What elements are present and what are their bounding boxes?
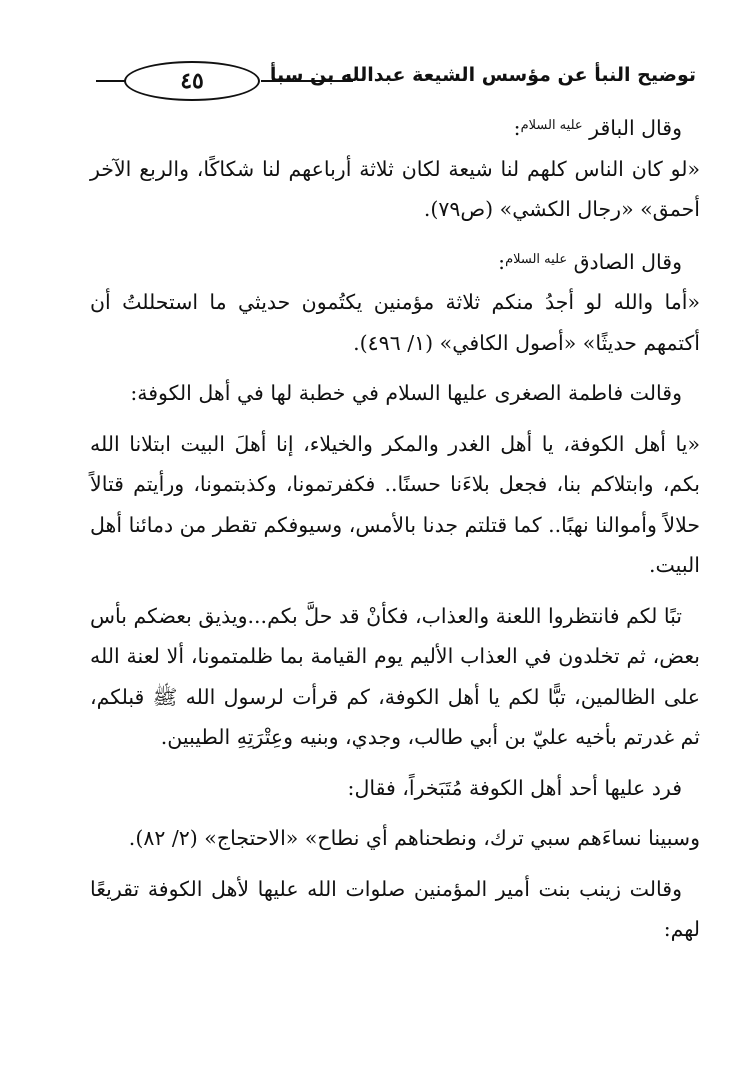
page-header bbox=[96, 52, 696, 110]
quote-fatima-part1: «يا أهل الكوفة، يا أهل الغدر والمكر والخيلاء، إنا أهلَ البيت ابتلانا الله بكم، وابتلاكم بنا، فجعل بلاءَنا حسنًا.. فكفرتمونا، وكذبتمونا، ورأيتم قتالاً حلالاً وأموالنا نهبًا.. كما قتلتم جدنا بالأمس، وسيوفكم تقطر من دمائنا أهل البيت. bbox=[90, 431, 700, 577]
honorific-glyph: عليه السلام bbox=[505, 251, 568, 267]
page-number: ٤٥ bbox=[124, 61, 260, 101]
book-title: توضيح النبأ عن مؤسس الشيعة عبدالله بن سبأ bbox=[269, 64, 696, 86]
paragraph-zaynab-intro: وقالت زينب بنت أمير المؤمنين صلوات الله عليها لأهل الكوفة تقريعًا لهم: bbox=[90, 876, 700, 941]
page-body bbox=[90, 106, 700, 950]
honorific-glyph: عليه السلام bbox=[520, 118, 583, 133]
paragraph-kufan-reply-intro: فرد عليها أحد أهل الكوفة مُتَبَخراً، فقال: bbox=[347, 775, 682, 800]
paragraph-sadiq-intro bbox=[90, 240, 700, 283]
header-rule-left bbox=[96, 80, 126, 82]
paragraph-text: وقال الصادق bbox=[567, 249, 682, 274]
quote-sadiq: «أما والله لو أجدُ منكم ثلاثة مؤمنين يكتُمون حديثي ما استحللتُ أن أكتمهم حديثًا» «أصول الكافي» (١/ ٤٩٦). bbox=[90, 290, 700, 355]
paragraph-baqir-intro bbox=[90, 106, 700, 149]
paragraph-text: وقال الباقر bbox=[582, 116, 682, 140]
quote-kufan-reply: وسبينا نساءَهم سبي ترك، ونطحناهم أي نطاح» «الاحتجاج» (٢/ ٨٢). bbox=[128, 826, 700, 850]
paragraph-fatima-intro: وقالت فاطمة الصغرى عليها السلام في خطبة لها في أهل الكوفة: bbox=[130, 381, 682, 405]
paragraph-punct: : bbox=[498, 249, 506, 274]
quote-fatima-part2: تبًا لكم فانتظروا اللعنة والعذاب، فكأنْ قد حلَّ بكم...ويذيق بعضكم بأس بعض، ثم تخلدون في العذاب الأليم يوم القيامة بما ظلمتمونا، ألا لعنة الله على الظالمين، تبًّا لكم يا أهل الكوفة، كم قرأت لرسول الله ﷺ قبلكم، ثم غدرتم بأخيه عليّ بن أبي طالب، وجدي، وبنيه وعِتْرَتِهِ الطيبين. bbox=[90, 603, 700, 749]
quote-baqir: «لو كان الناس كلهم لنا شيعة لكان ثلاثة أرباعهم لنا شكاكًا، والربع الآخر أحمق» «رجال الكشي» (ص٧٩). bbox=[90, 156, 700, 221]
paragraph-punct: : bbox=[513, 116, 521, 140]
